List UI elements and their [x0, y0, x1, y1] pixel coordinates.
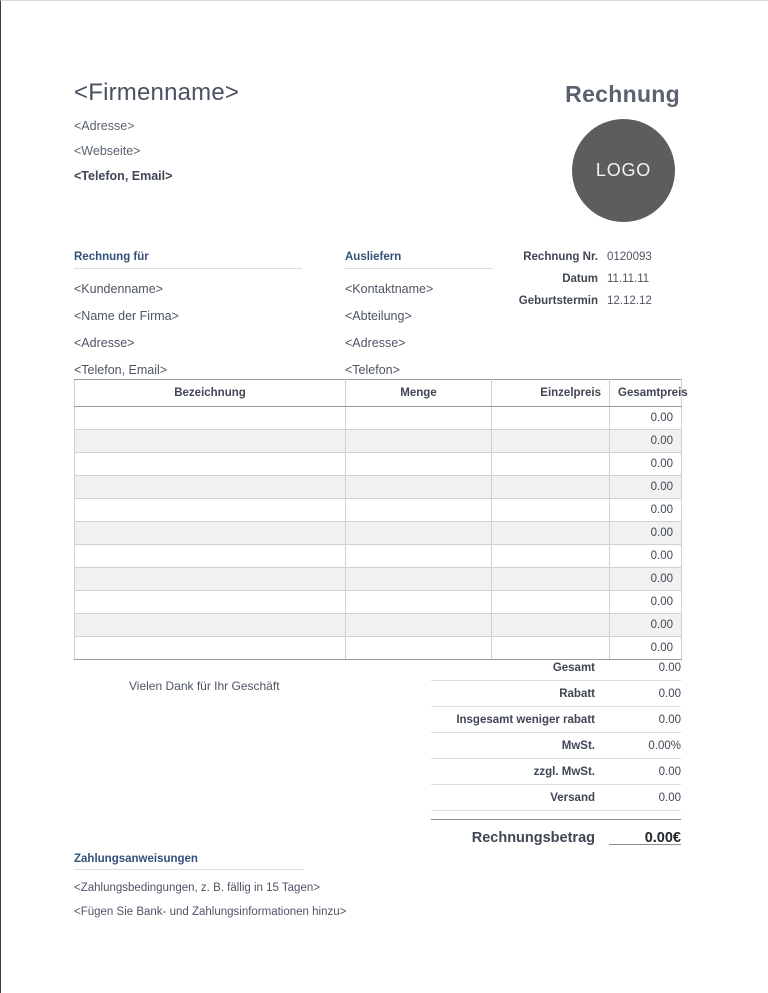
company-info-block [74, 79, 239, 183]
cell-quantity[interactable] [346, 591, 492, 614]
table-row[interactable] [75, 476, 682, 499]
line-items-table [74, 379, 688, 660]
totals-value: 0.00% [648, 739, 681, 752]
totals-block [431, 655, 681, 856]
invoice-date-value: 11.11.11 [607, 273, 650, 285]
line-items-body [75, 407, 682, 660]
cell-total: 0.00 [610, 499, 682, 522]
table-row[interactable] [75, 614, 682, 637]
cell-total: 0.00 [610, 453, 682, 476]
column-header-total: Gesamtpreis [610, 380, 682, 407]
cell-quantity[interactable] [346, 407, 492, 430]
cell-unit-price[interactable] [492, 591, 610, 614]
totals-value: 0.00 [658, 661, 681, 674]
cell-total: 0.00 [610, 545, 682, 568]
bill-to-line: <Name der Firma> [74, 309, 179, 323]
company-name: <Firmenname> [74, 79, 240, 106]
cell-description[interactable] [75, 637, 346, 660]
bill-to-block [74, 251, 302, 377]
bill-to-heading: Rechnung für [74, 251, 302, 269]
totals-row-discount [431, 681, 681, 707]
totals-label: Gesamt [552, 661, 595, 674]
cell-total: 0.00 [610, 430, 682, 453]
grand-total-value: 0.00€ [644, 830, 681, 846]
cell-unit-price[interactable] [492, 568, 610, 591]
totals-label: Versand [550, 791, 595, 804]
cell-unit-price[interactable] [492, 499, 610, 522]
totals-value: 0.00 [658, 791, 681, 804]
due-date-value: 12.12.12 [607, 295, 652, 307]
cell-quantity[interactable] [346, 522, 492, 545]
cell-unit-price[interactable] [492, 545, 610, 568]
totals-label: MwSt. [561, 739, 595, 752]
cell-total: 0.00 [610, 591, 682, 614]
ship-to-line: <Adresse> [345, 336, 406, 350]
cell-description[interactable] [75, 545, 346, 568]
cell-quantity[interactable] [346, 545, 492, 568]
invoice-number-value: 0120093 [607, 251, 652, 263]
totals-value: 0.00 [658, 765, 681, 778]
table-row[interactable] [75, 407, 682, 430]
totals-value: 0.00 [658, 687, 681, 700]
invoice-meta-block [493, 251, 681, 317]
page-title: Rechnung [565, 81, 680, 107]
cell-unit-price[interactable] [492, 430, 610, 453]
cell-description[interactable] [75, 476, 346, 499]
ship-to-line: <Abteilung> [345, 309, 412, 323]
cell-unit-price[interactable] [492, 407, 610, 430]
cell-description[interactable] [75, 568, 346, 591]
meta-row [493, 273, 681, 285]
totals-label: Rabatt [559, 687, 595, 700]
invoice-header [1, 1, 768, 236]
meta-label: Rechnung Nr. [523, 251, 598, 263]
cell-quantity[interactable] [346, 568, 492, 591]
cell-total: 0.00 [610, 568, 682, 591]
cell-quantity[interactable] [346, 476, 492, 499]
totals-row-tax-rate [431, 733, 681, 759]
totals-row-grand-total [431, 819, 681, 856]
grand-total-label: Rechnungsbetrag [471, 830, 595, 846]
totals-label: Insgesamt weniger rabatt [456, 713, 595, 726]
table-row[interactable] [75, 545, 682, 568]
cell-total: 0.00 [610, 522, 682, 545]
thank-you-note: Vielen Dank für Ihr Geschäft [129, 679, 280, 693]
company-contact: <Telefon, Email> [74, 168, 173, 183]
table-header-row [75, 380, 682, 407]
table-row[interactable] [75, 453, 682, 476]
payment-instructions-block [74, 853, 347, 918]
company-website: <Webseite> [74, 143, 141, 158]
column-header-unit-price: Einzelpreis [492, 380, 610, 407]
ship-to-heading: Ausliefern [345, 251, 493, 269]
cell-quantity[interactable] [346, 499, 492, 522]
cell-unit-price[interactable] [492, 453, 610, 476]
payment-terms-line: <Zahlungsbedingungen, z. B. fällig in 15 Tagen> [74, 882, 320, 894]
totals-row-subtotal [431, 655, 681, 681]
cell-total: 0.00 [610, 407, 682, 430]
bill-to-line: <Kundenname> [74, 282, 163, 296]
cell-description[interactable] [75, 407, 346, 430]
company-address: <Adresse> [74, 118, 135, 133]
cell-description[interactable] [75, 430, 346, 453]
logo-placeholder [572, 119, 675, 222]
totals-label: zzgl. MwSt. [533, 765, 595, 778]
grand-total-underline [609, 844, 681, 845]
meta-row [493, 295, 681, 307]
cell-quantity[interactable] [346, 430, 492, 453]
cell-quantity[interactable] [346, 453, 492, 476]
cell-total: 0.00 [610, 476, 682, 499]
totals-row-shipping [431, 785, 681, 811]
table-row[interactable] [75, 591, 682, 614]
table-row[interactable] [75, 568, 682, 591]
column-header-quantity: Menge [346, 380, 492, 407]
ship-to-block [345, 251, 493, 377]
ship-to-line: <Telefon> [345, 363, 400, 377]
cell-description[interactable] [75, 591, 346, 614]
cell-description[interactable] [75, 499, 346, 522]
table-row[interactable] [75, 522, 682, 545]
totals-row-tax-amount [431, 759, 681, 785]
totals-value: 0.00 [658, 713, 681, 726]
cell-description[interactable] [75, 614, 346, 637]
cell-total: 0.00 [610, 614, 682, 637]
bill-to-line: <Adresse> [74, 336, 135, 350]
cell-description[interactable] [75, 522, 346, 545]
totals-row-subtotal-less-discount [431, 707, 681, 733]
cell-unit-price[interactable] [492, 476, 610, 499]
logo-label: LOGO [595, 160, 652, 180]
ship-to-line: <Kontaktname> [345, 282, 434, 296]
table-row[interactable] [75, 499, 682, 522]
table-row[interactable] [75, 430, 682, 453]
column-header-description: Bezeichnung [75, 380, 346, 407]
bank-details-line: <Fügen Sie Bank- und Zahlungsinformationen hinzu> [74, 906, 347, 918]
cell-description[interactable] [75, 453, 346, 476]
cell-unit-price[interactable] [492, 522, 610, 545]
bill-to-line: <Telefon, Email> [74, 363, 168, 377]
payment-instructions-heading: Zahlungsanweisungen [74, 853, 304, 870]
cell-total: 0.00 [610, 637, 682, 660]
meta-row [493, 251, 681, 263]
meta-label: Geburtstermin [518, 295, 598, 307]
cell-unit-price[interactable] [492, 614, 610, 637]
meta-label: Datum [562, 273, 598, 285]
cell-quantity[interactable] [346, 614, 492, 637]
